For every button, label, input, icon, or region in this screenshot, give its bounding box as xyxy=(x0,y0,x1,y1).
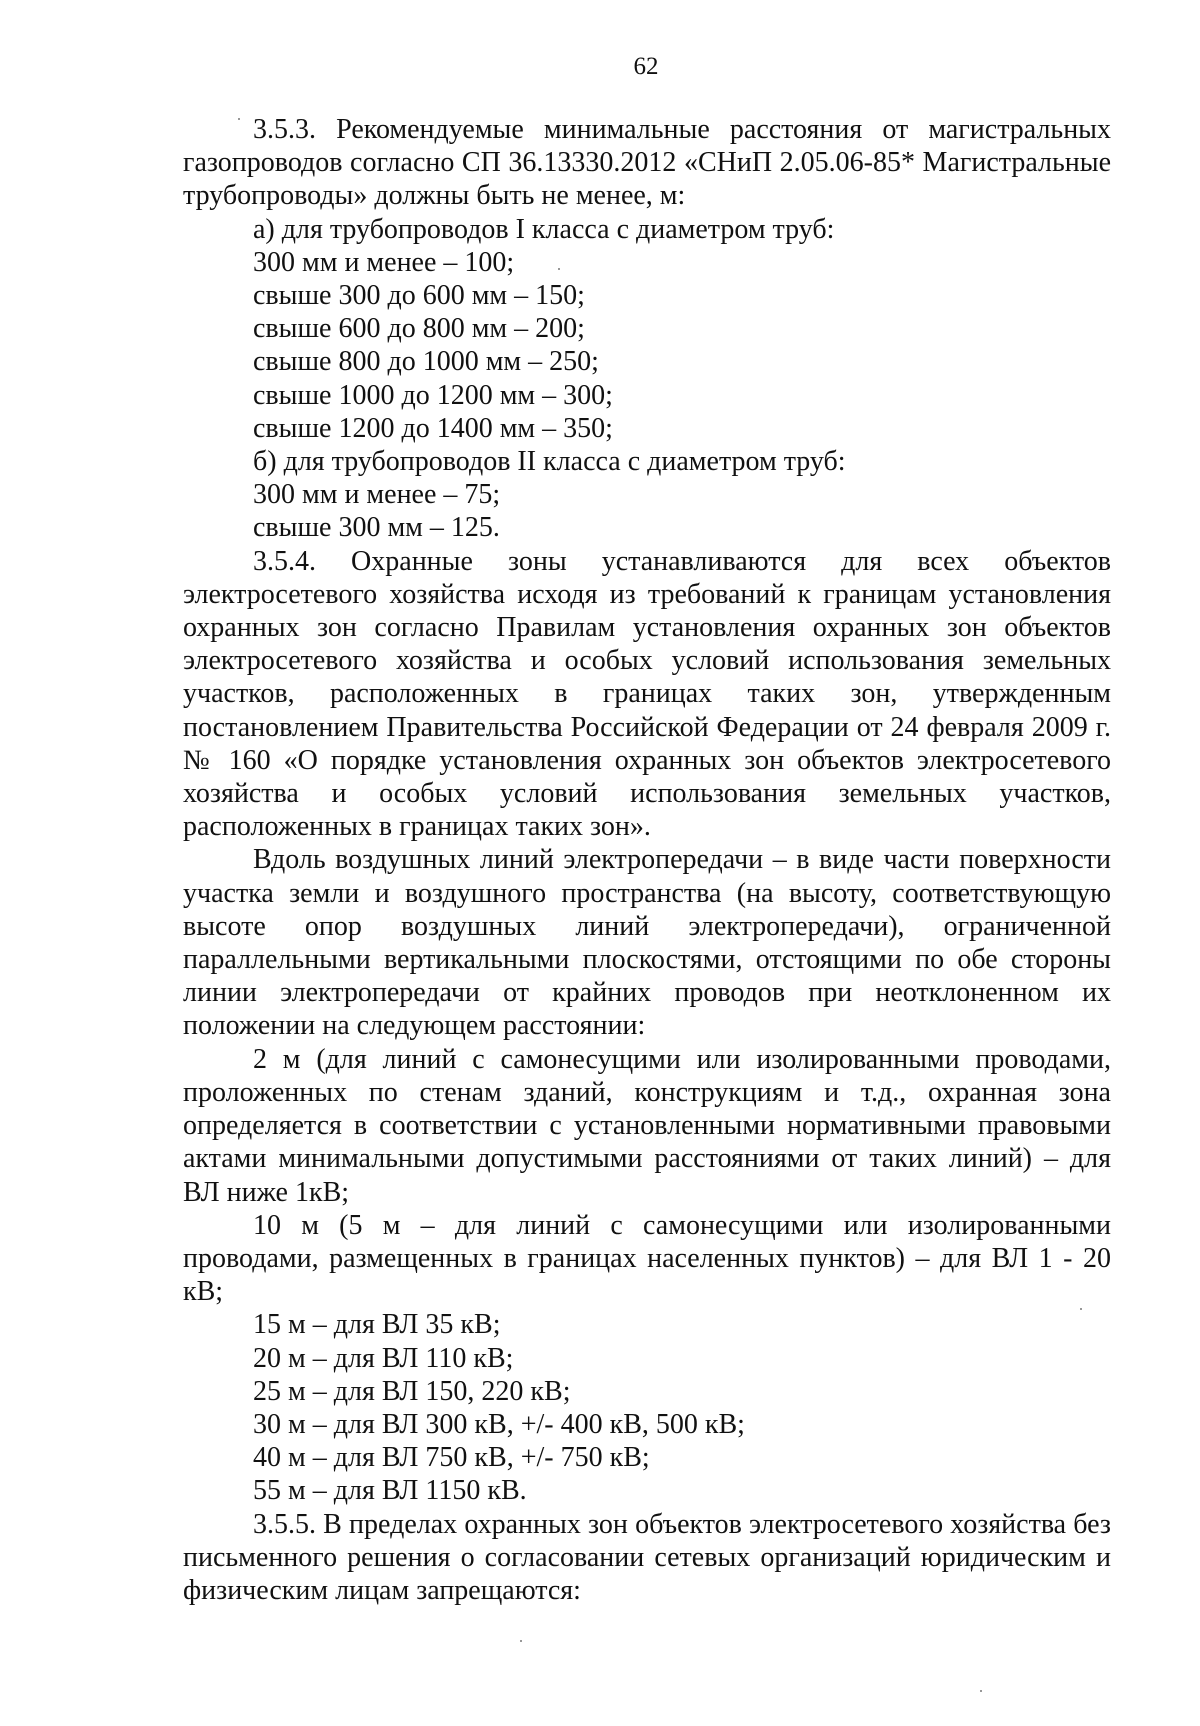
paragraph-3-5-5: 3.5.5. В пределах охранных зон объектов электросетевого хозяйства без письменного решения о согласовании сетевых организаций юридическим и физическим лицам запрещаются: xyxy=(183,1508,1111,1606)
class2-item: свыше 300 мм – 125. xyxy=(253,512,500,544)
class1-item: свыше 300 до 600 мм – 150; xyxy=(253,280,585,312)
document-body xyxy=(183,113,1111,1607)
distance-item: 55 м – для ВЛ 1150 кВ. xyxy=(253,1475,527,1507)
paragraph-distance-10m: 10 м (5 м – для линий с самонесущими или изолированными проводами, размещенных в границах населенных пунктов) – для ВЛ 1 - 20 кВ; xyxy=(183,1209,1111,1308)
distance-item: 25 м – для ВЛ 150, 220 кВ; xyxy=(253,1375,571,1407)
class1-heading: а) для трубопроводов I класса с диаметром труб: xyxy=(253,213,835,245)
class1-item: свыше 600 до 800 мм – 200; xyxy=(253,313,585,345)
paragraph-along-lines: Вдоль воздушных линий электропередачи – в виде части поверхности участка земли и воздушного пространства (на высоту, соответствующую высоте опор воздушных линий электропередачи), ограниченной параллельными вертикальными плоскостями, отстоящими по обе стороны линии электропередачи от крайних проводов при неотклоненном их положении на следующем расстоянии: xyxy=(183,844,1111,1042)
scan-speck xyxy=(980,1690,982,1692)
distance-item: 20 м – для ВЛ 110 кВ; xyxy=(253,1342,514,1374)
distance-item: 40 м – для ВЛ 750 кВ, +/- 750 кВ; xyxy=(253,1442,650,1474)
class1-item: свыше 1000 до 1200 мм – 300; xyxy=(253,379,613,411)
scan-speck xyxy=(558,268,560,270)
distance-item: 15 м – для ВЛ 35 кВ; xyxy=(253,1309,501,1341)
class2-heading: б) для трубопроводов II класса с диаметром труб: xyxy=(253,446,846,478)
page-number: 62 xyxy=(633,53,659,80)
distance-item: 30 м – для ВЛ 300 кВ, +/- 400 кВ, 500 кВ; xyxy=(253,1408,745,1440)
class2-item: 300 мм и менее – 75; xyxy=(253,479,501,511)
paragraph-distance-2m: 2 м (для линий с самонесущими или изолированными проводами, проложенных по стенам зданий, конструкциям и т.д., охранная зона определяется в соответствии с установленными нормативными правовыми актами минимальными допустимыми расстояниями от таких линий) – для ВЛ ниже 1кВ; xyxy=(183,1043,1111,1208)
class1-item: свыше 800 до 1000 мм – 250; xyxy=(253,346,599,378)
scan-speck xyxy=(1080,1308,1082,1310)
class1-item: свыше 1200 до 1400 мм – 350; xyxy=(253,412,613,444)
paragraph-3-5-3: 3.5.3. Рекомендуемые минимальные расстояния от магистральных газопроводов согласно СП 36.13330.2012 «СНиП 2.05.06-85* Магистральные трубопроводы» должны быть не менее, м: xyxy=(183,114,1111,212)
class1-item: 300 мм и менее – 100; xyxy=(253,246,515,278)
paragraph-3-5-4: 3.5.4. Охранные зоны устанавливаются для всех объектов электросетевого хозяйства исходя из требований к границам установления охранных зон согласно Правилам установления охранных зон объектов электросетевого хозяйства и особых условий использования земельных участков, расположенных в границах таких зон, утвержденным постановлением Правительства Российской Федерации от 24 февраля 2009 г. № 160 «О порядке установления охранных зон объектов электросетевого хозяйства и особых условий использования земельных участков, расположенных в границах таких зон». xyxy=(183,545,1111,843)
scan-speck xyxy=(520,1640,522,1642)
scan-speck xyxy=(238,118,240,120)
